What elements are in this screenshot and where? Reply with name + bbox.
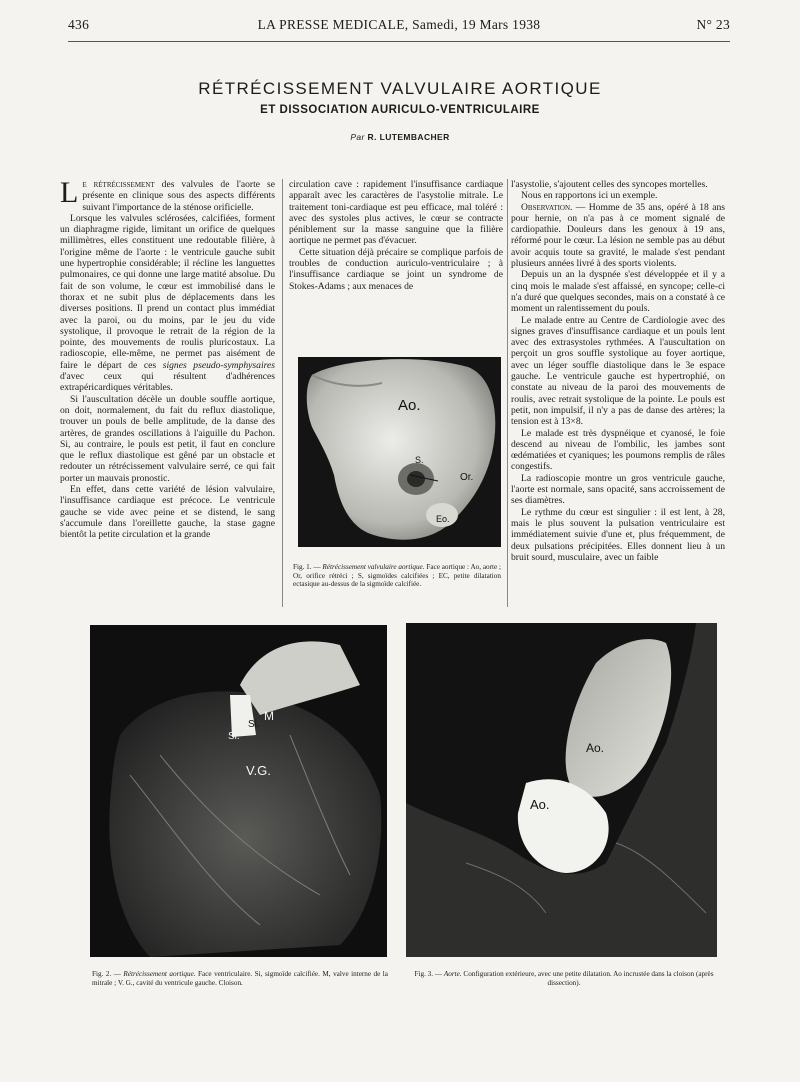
figure-label: Si. [228,731,240,742]
figure-label: V.G. [246,763,271,778]
paragraph: Observation. — Homme de 35 ans, opéré à 18 ans pour hernie, on n'a pas à ce moment signalé de cardiopathie. Douleurs dans les genoux à 19 ans, réformé pour le cœur. La lésion ne semble pas au début avoir acquis toute sa gravité, le malade s'est pendant plusieurs années livré à des sports violents. [511,201,725,270]
figure-label: Ao. [530,797,550,812]
column-rule [282,179,283,607]
article-subtitle: ET DISSOCIATION AURICULO-VENTRICULAIRE [260,104,540,116]
figure-label: Ao. [586,741,605,755]
figure-label: Ao. [398,397,421,414]
column-rule [507,179,508,607]
figure-2-caption: Fig. 2. — Rétrécissement aortique. Face ventriculaire. Si, sigmoïde calcifiée. M, valve interne de la mitrale ; V. G., cavité du ventricule gauche. Cloison. [92,970,388,987]
figure-3-photo [406,623,717,957]
figure-label: Or. [460,472,474,483]
header-rule [68,41,730,42]
author-prefix: Par [350,132,365,142]
paragraph: Si l'auscultation décèle un double souffle aortique, on doit, normalement, du fait du reflux diastolique, trouver un pouls de belle amplitude, de la danse des artères, de grandes oscillations à l'aiguille du Pachon. Si, au contraire, le pouls est petit, il faut en conclure que le reflux diastolique est gêné par un obstacle et redouter un rétrécissement valvulaire serré, ce qui fait porter un mauvais pronostic. [60,393,275,484]
figure-2-photo [90,625,387,957]
left-ventricle-photo [90,625,387,957]
aorta-exterior-photo [406,623,717,957]
lead-words: e rétrécissement [82,179,155,190]
figure-label: Si. [248,719,260,730]
running-header [68,17,730,37]
paragraph: En effet, dans cette variété de lésion valvulaire, l'insuffisance cardiaque est précoce. Le ventricule gauche se vide avec peine et se distend, le sang s'accumule dans l'oreillette gauche, la stase gagne bientôt la petite circulation et la grande [60,484,275,541]
figure-label: M [264,709,274,723]
paragraph: l'asystolie, s'ajoutent celles des syncopes mortelles. [511,179,708,190]
article-title: RÉTRÉCISSEMENT VALVULAIRE AORTIQUE [198,79,602,98]
paragraph: Nous en rapportons ici un exemple. [521,190,658,202]
article-author [0,132,800,142]
figure-1-photo [298,357,501,547]
paragraph: Le malade est très dyspnéique et cyanosé, le foie descend au niveau de l'ombilic, les jambes sont œdématiées et cyaniques; les poumons remplis de râles congestifs. [511,427,725,473]
paragraph: Le rythme du cœur est singulier : il est lent, à 28, mais le plus souvent la pulsation ventriculaire est immédiatement suivie d'une et, plus fréquemment, de deux pulsations précipitées. Elles donnent lieu à un bruit sourd, musculaire, avec un faible [511,506,725,563]
figure-label: S. [415,455,424,465]
paragraph: Lorsque les valvules sclérosées, calcifiées, forment un diaphragme rigide, limitant un orifice de quelques millimètres, elles constituent une redoutable filière, à l'origine même de l'aorte : le ventricule gauche subit une hypertrophie considérable; il récline les languettes pulmonaires, ce qui donne une large matité absolue. Du fait de son volume, le cœur est immobilisé dans le thorax et ne subit plus de déplacements dans les diverses positions. Il prend un contact plus immédiat avec la paroi, ou du moins, par le jeu du vide systolique, il provoque le retrait de la région de la pointe, des mouvements de roulis pluricostaux. La radioscopie, elle-même, ne permet pas aisément de faire le départ de ces signes pseudo-symphysaires d'avec ceux qui résultent d'adhérences extrapéricardiques véritables. [60,212,275,394]
text-column-3 [511,179,725,604]
paragraph: Le malade entre au Centre de Cardiologie avec des signes graves d'insuffisance cardiaque et un pouls lent avec des extrasystoles rythmées. A l'auscultation on perçoit un gros souffle systolique au foyer aortique, avec un léger souffle diastolique dans le 3e espace gauche. Le ventricule gauche est hypertrophié, on constate au niveau de la paroi des mouvements de roulis, avec retrait systolique de la pointe. Le pouls est petit, non impulsif, il n'y a pas de danse des artères; la tension est à 13×8. [511,314,725,428]
issue-number: N° 23 [696,17,730,32]
paragraph: circulation cave : rapidement l'insuffisance cardiaque apparaît avec les caractères de l'asystolie mitrale. Le traitement toni-cardiaque est peu efficace, mal toléré : avec des systoles plus actives, le cœur se contracte péniblement sur la masse sanguine que la filière aortique ne permet pas d'évacuer. [289,179,503,247]
figure-3-caption: Fig. 3. — Aorte. Configuration extérieure, avec une petite dilatation. Ao incrustée dans la cloison (après dissection). [414,970,714,987]
journal-title: LA PRESSE MEDICALE, Samedi, 19 Mars 1938 [257,17,541,32]
text-column-2 [289,179,503,349]
text-column-1 [60,179,275,604]
paragraph: La radioscopie montre un gros ventricule gauche, l'aorte est normale, sans opacité, sans accroissement de ses diamètres. [511,472,725,507]
lead-words: Observation. [521,201,573,213]
drop-cap: L [60,179,79,209]
italic-term: signes pseudo-symphysaires [162,359,275,371]
author-name: R. LUTEMBACHER [367,132,450,142]
figure-1-caption: Fig. 1. — Rétrécissement valvulaire aortique. Face aortique : Ao, aorte ; Or, orifice rétréci ; S, sigmoïdes calcifiées ; EC, petite dilatation ectasique au-dessus de la sigmoïde calcifiée. [293,563,501,589]
aortic-valve-photo [298,357,501,547]
paragraph: Cette situation déjà précaire se complique parfois de troubles de conduction auriculo-ventriculaire ; à l'insuffisance cardiaque se joint un syndrome de Stokes-Adams ; aux menaces de [289,246,503,292]
page-number: 436 [68,17,90,32]
paragraph: Le rétrécissement des valvules de l'aorte se présente en clinique sous des aspects différents suivant l'importance de la sténose orificielle. [60,179,275,213]
figure-label: Eo. [436,514,450,524]
paragraph: Depuis un an la dyspnée s'est développée et il y a cinq mois le malade s'est affaissé, en syncope; celle-ci n'a duré que quelques secondes, mais on a constaté à ce moment un ralentissement du pouls. [511,269,725,315]
